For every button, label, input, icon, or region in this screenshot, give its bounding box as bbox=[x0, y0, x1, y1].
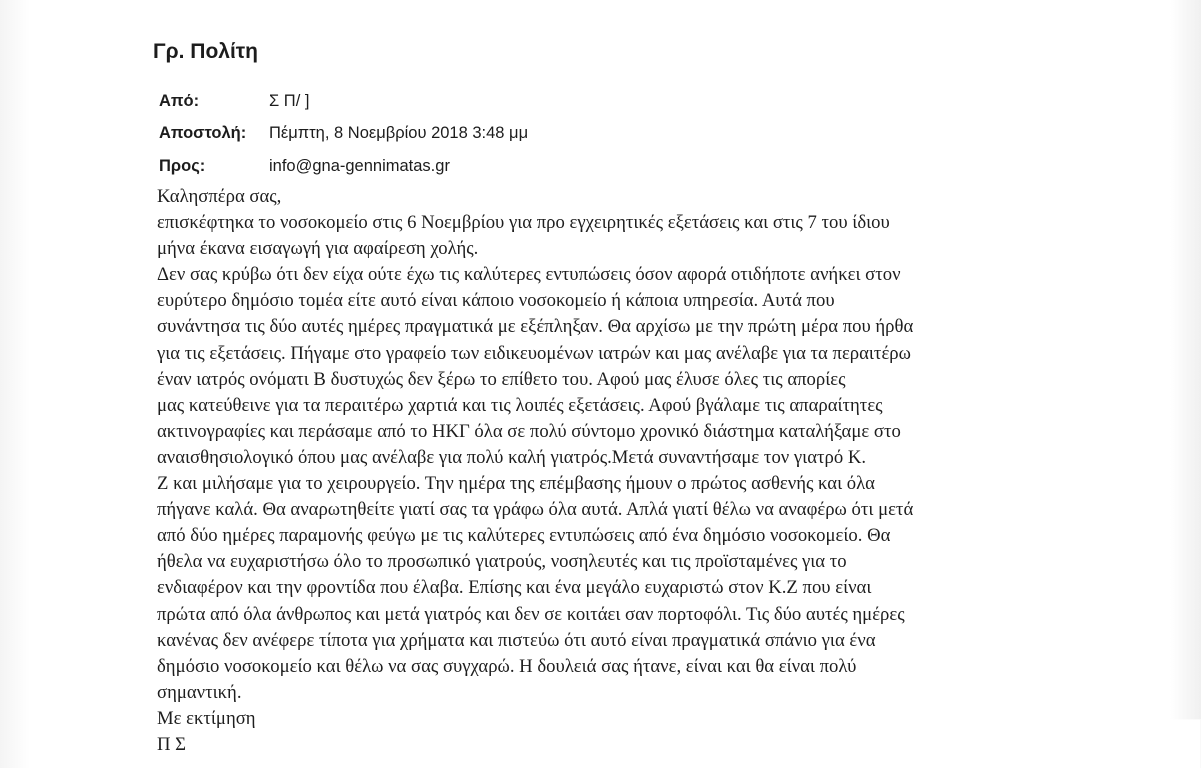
document-title: Γρ. Πολίτη bbox=[153, 40, 258, 63]
body-line: επισκέφτηκα το νοσοκομείο στις 6 Νοεμβρίου για προ εγχειρητικές εξετάσεις και στις 7 του ίδιου bbox=[157, 212, 890, 234]
body-line: ακτινογραφίες και περάσαμε από το ΗΚΓ όλα σε πολύ σύντομο χρονικό διάστημα καταλήξαμε στο bbox=[157, 420, 901, 442]
body-line: Π Σ bbox=[157, 733, 187, 755]
body-line: μας κατεύθεινε για τα περαιτέρω χαρτιά και τις λοιπές εξετάσεις. Αφού βγάλαμε τις απαραίτητες bbox=[157, 394, 883, 416]
body-line: ευρύτερο δημόσιο τομέα είτε αυτό είναι κάποιο νοσοκομείο ή κάποια υπηρεσία. Αυτά που bbox=[157, 290, 835, 312]
letter-body bbox=[157, 184, 1157, 758]
to-label: Προς: bbox=[159, 157, 206, 175]
body-line: κανένας δεν ανέφερε τίποτα για χρήματα και πιστεύω ότι αυτό είναι πραγματικά σπάνιο για ένα bbox=[157, 629, 876, 651]
redaction-block bbox=[370, 0, 790, 82]
from-value: Σ Π/ ] bbox=[269, 92, 310, 110]
body-line: συνάντησα τις δύο αυτές ημέρες πραγματικά με εξέπληξαν. Θα αρχίσω με την πρώτη μέρα που ήρθα bbox=[157, 316, 914, 338]
body-line: για τις εξετάσεις. Πήγαμε στο γραφείο των ειδικευομένων ιατρών και μας ανέλαβε για τα περαιτέρω bbox=[157, 342, 911, 364]
body-line: ενδιαφέρον και την φροντίδα που έλαβα. Επίσης και ένα μεγάλο ευχαριστώ στον Κ.Ζ που είναι bbox=[157, 577, 872, 599]
redaction-block bbox=[470, 720, 1200, 768]
body-line: από δύο ημέρες παραμονής φεύγω με τις καλύτερες εντυπώσεις από ένα δημόσιο νοσοκομείο. Θα bbox=[157, 525, 891, 547]
body-line: Δεν σας κρύβω ότι δεν είχα ούτε έχω τις καλύτερες εντυπώσεις όσον αφορά οτιδήποτε ανήκει στον bbox=[157, 264, 901, 286]
body-line: σημαντική. bbox=[157, 681, 242, 703]
sent-value: Πέμπτη, 8 Νοεμβρίου 2018 3:48 μμ bbox=[269, 124, 529, 142]
body-line: έναν ιατρός ονόματι Β δυστυχώς δεν ξέρω το επίθετο του. Αφού μας έλυσε όλες τις απορίες bbox=[157, 368, 846, 390]
body-line: Καλησπέρα σας, bbox=[157, 186, 282, 207]
body-line: αναισθησιολογικό όπου μας ανέλαβε για πολύ καλή γιατρός.Μετά συναντήσαμε τον γιατρό Κ. bbox=[157, 446, 867, 468]
body-line: Με εκτίμηση bbox=[157, 707, 256, 729]
body-line: Ζ και μιλήσαμε για το χειρουργείο. Την ημέρα της επέμβασης ήμουν ο πρώτος ασθενής και όλα bbox=[157, 473, 875, 495]
to-value: info@gna-gennimatas.gr bbox=[269, 157, 450, 175]
sent-label: Αποστολή: bbox=[159, 124, 247, 142]
body-line: πρώτα από όλα άνθρωπος και μετά γιατρός και δεν σε κοιτάει σαν πορτοφόλι. Τις δύο αυτές ημέρες bbox=[157, 603, 905, 625]
from-label: Από: bbox=[159, 92, 200, 110]
body-line: δημόσιο νοσοκομείο και θέλω να σας συγχαρώ. Η δουλειά σας ήτανε, είναι και θα είναι πολύ bbox=[157, 655, 857, 677]
body-line: πήγανε καλά. Θα αναρωτηθείτε γιατί σας τα γράφω όλα αυτά. Απλά γιατί θέλω να αναφέρω ότι μετά bbox=[157, 499, 914, 521]
body-line: μήνα έκανα εισαγωγή για αφαίρεση χολής. bbox=[157, 238, 479, 260]
body-line: ήθελα να ευχαριστήσω όλο το προσωπικό γιατρούς, νοσηλευτές και τις προϊσταμένες για το bbox=[157, 551, 847, 573]
